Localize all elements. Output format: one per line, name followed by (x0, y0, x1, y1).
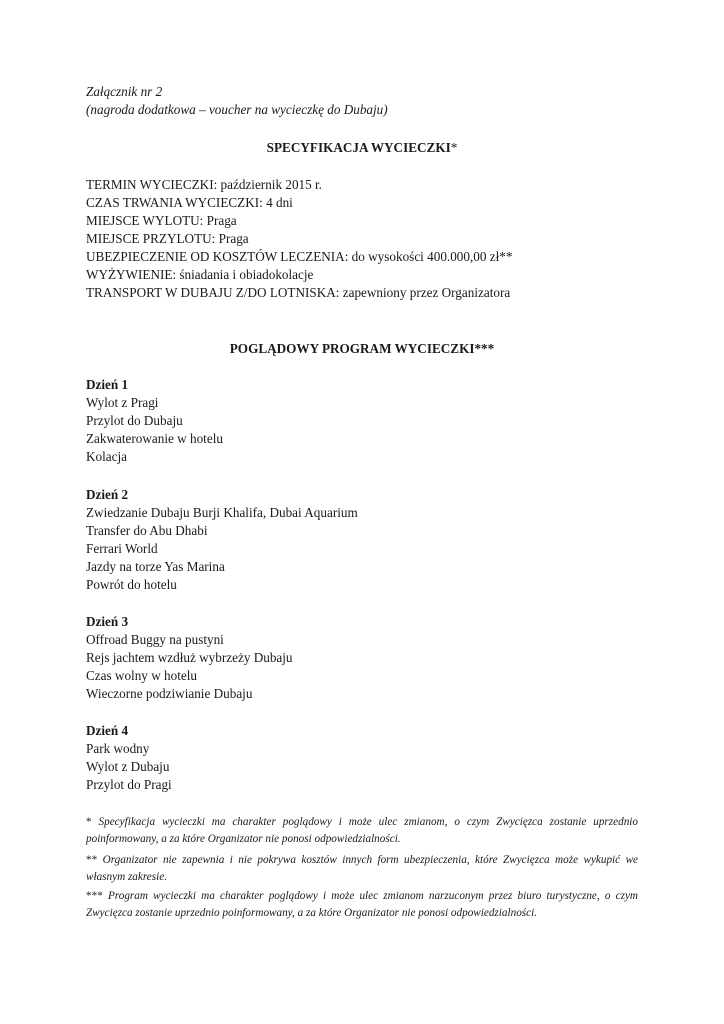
footnote-mark: * (86, 816, 92, 828)
spec-title-mark: * (450, 140, 458, 155)
day-4-title: Dzień 4 (86, 723, 129, 738)
footnote-3 (86, 888, 638, 921)
day-3-item: Offroad Buggy na pustyni (86, 632, 224, 647)
attachment-label: Załącznik nr 2 (86, 84, 163, 99)
day-1-item: Kolacja (86, 449, 128, 464)
day-3-item: Wieczorne podziwianie Dubaju (86, 686, 253, 701)
spec-line-insurance: UBEZPIECZENIE OD KOSZTÓW LECZENIA: do wysokości 400.000,00 zł** (86, 249, 513, 264)
day-2-item: Jazdy na torze Yas Marina (86, 559, 225, 574)
day-4-item: Wylot z Dubaju (86, 759, 170, 774)
spec-line-meals: WYŻYWIENIE: śniadania i obiadokolacje (86, 267, 314, 282)
footnote-mark: *** (86, 890, 103, 902)
footnote-text: Organizator nie zapewnia i nie pokrywa kosztów innych form ubezpieczenia, które Zwycięzca może wykupić we własnym zakresie. (86, 854, 638, 883)
day-4-item: Park wodny (86, 741, 150, 756)
day-2-item: Powrót do hotelu (86, 577, 177, 592)
day-3-title: Dzień 3 (86, 614, 129, 629)
day-2-item: Zwiedzanie Dubaju Burji Khalifa, Dubai Aquarium (86, 505, 358, 520)
day-2-item: Ferrari World (86, 541, 158, 556)
spec-line-term: TERMIN WYCIECZKI: październik 2015 r. (86, 177, 322, 192)
spec-title: SPECYFIKACJA WYCIECZKI (266, 140, 451, 155)
spec-line-transport: TRANSPORT W DUBAJU Z/DO LOTNISKA: zapewniony przez Organizatora (86, 285, 511, 300)
spec-line-duration: CZAS TRWANIA WYCIECZKI: 4 dni (86, 195, 293, 210)
footnote-text: Specyfikacja wycieczki ma charakter poglądowy i może ulec zmianom, o czym Zwycięzca zostanie uprzednio poinformowany, a za które Organizator nie ponosi odpowiedzialności. (86, 816, 638, 845)
footnote-2 (86, 852, 638, 885)
spec-line-departure: MIEJSCE WYLOTU: Praga (86, 213, 237, 228)
day-1-item: Wylot z Pragi (86, 395, 159, 410)
footnote-mark: ** (86, 854, 98, 866)
spec-heading (86, 140, 638, 156)
day-1-item: Przylot do Dubaju (86, 413, 183, 428)
footnote-text: Program wycieczki ma charakter poglądowy i może ulec zmianom narzuconym przez biuro turystyczne, o czym Zwycięzca zostanie uprzednio poinformowany, a za które Organizator nie ponosi odpowiedzialności. (86, 890, 638, 919)
day-2-title: Dzień 2 (86, 487, 129, 502)
day-3-item: Rejs jachtem wzdłuż wybrzeży Dubaju (86, 650, 293, 665)
day-4-item: Przylot do Pragi (86, 777, 172, 792)
day-3-item: Czas wolny w hotelu (86, 668, 197, 683)
day-1-title: Dzień 1 (86, 377, 129, 392)
footnote-1 (86, 814, 638, 847)
spec-line-arrival: MIEJSCE PRZYLOTU: Praga (86, 231, 249, 246)
day-1-item: Zakwaterowanie w hotelu (86, 431, 223, 446)
attachment-subtitle: (nagroda dodatkowa – voucher na wycieczkę do Dubaju) (86, 102, 388, 117)
program-title: POGLĄDOWY PROGRAM WYCIECZKI*** (229, 341, 495, 356)
day-2-item: Transfer do Abu Dhabi (86, 523, 208, 538)
